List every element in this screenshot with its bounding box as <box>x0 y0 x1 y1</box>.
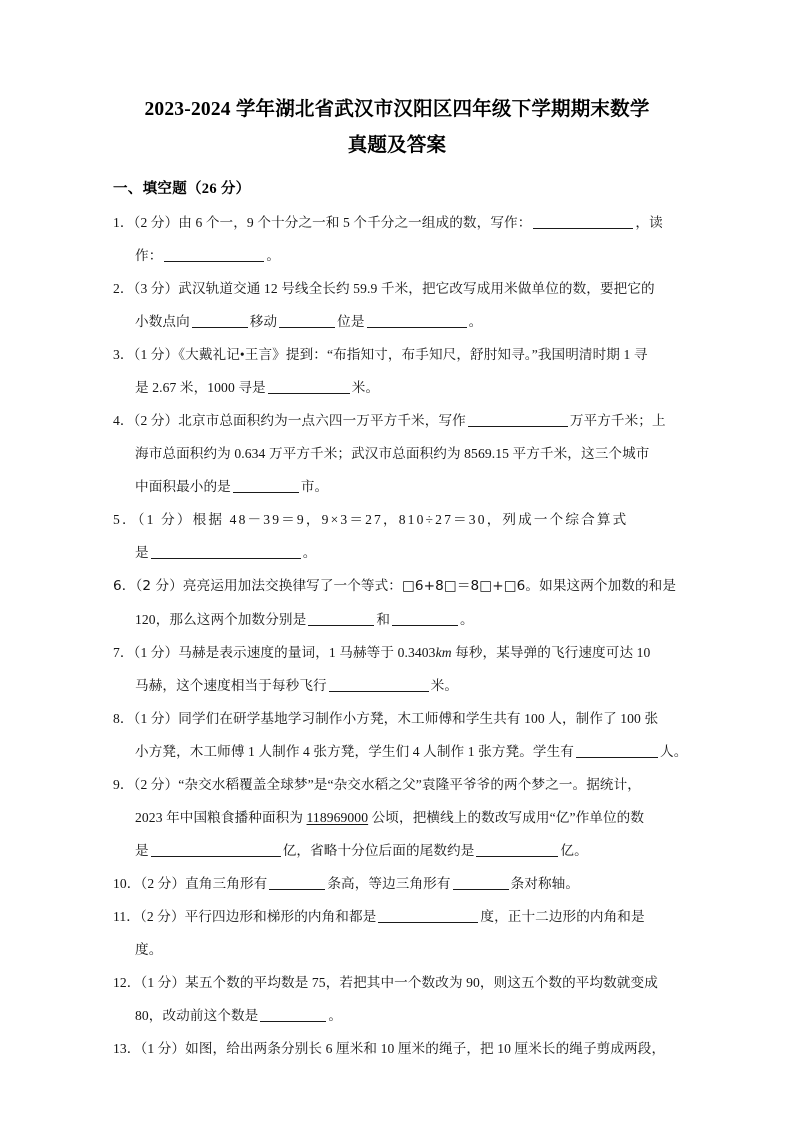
question-2-text-c: 移动 <box>249 314 278 329</box>
question-4-line-2 <box>113 437 681 470</box>
question-5-text-c: 。 <box>302 545 317 560</box>
question-9-blank-1[interactable] <box>151 844 281 857</box>
question-4-text-c: 海市总面积约为 0.634 万平方千米；武汉市总面积约为 8569.15 平方千米，这三个城市 <box>135 446 650 461</box>
question-5-line-2 <box>113 536 681 569</box>
question-7-text-a-pre: 7．（1 分）马赫是表示速度的量词，1 马赫等于 0.3403 <box>113 645 436 660</box>
question-8-text-b: 小方凳，木工师傅 1 人制作 4 张方凳，学生们 4 人制作 1 张方凳。学生有 <box>135 744 574 759</box>
question-10-line-1 <box>113 867 681 900</box>
question-12-blank-1[interactable] <box>260 1009 326 1022</box>
question-3-blank-1[interactable] <box>268 381 350 394</box>
question-11 <box>113 900 681 966</box>
question-2-text-a: 2．（3 分）武汉轨道交通 12 号线全长约 59.9 千米，把它改写成用米做单位的数，要把它的 <box>113 281 655 296</box>
question-2 <box>113 272 681 338</box>
question-6-text-b: 120，那么这两个加数分别是 <box>135 612 307 627</box>
question-9-blank-2[interactable] <box>476 844 558 857</box>
question-8-text-a: 8．（1 分）同学们在研学基地学习制作小方凳，木工师傅和学生共有 100 人，制作了 100 张 <box>113 711 659 726</box>
question-9-line-3 <box>113 834 681 867</box>
question-10-blank-1[interactable] <box>269 877 325 890</box>
question-11-text-b: 度，正十二边形的内角和是 <box>480 909 645 924</box>
question-8-blank-1[interactable] <box>576 745 658 758</box>
question-list <box>113 206 688 1065</box>
question-6-blank-2[interactable] <box>392 613 458 626</box>
question-2-line-2 <box>113 305 681 338</box>
question-6 <box>113 569 681 636</box>
question-1-text-b: ，读 <box>635 215 663 230</box>
question-4-line-1 <box>113 404 681 437</box>
question-13-line-1 <box>113 1032 681 1065</box>
page-title <box>113 92 681 164</box>
question-11-text-a: 11．（2 分）平行四边形和梯形的内角和都是 <box>113 909 377 924</box>
question-9-highlighted-number: 118969000 <box>306 810 369 825</box>
question-12 <box>113 966 681 1032</box>
question-9-text-c: 是 <box>135 843 149 858</box>
question-3 <box>113 338 681 404</box>
question-9-text-b-post: 公顷，把横线上的数改写成用“亿”作单位的数 <box>368 810 645 825</box>
question-7-line-2 <box>113 669 681 702</box>
question-12-text-c: 。 <box>328 1008 343 1023</box>
question-6-text-a: 6．（2 分）亮亮运用加法交换律写了一个等式：□6+8□＝8□+□6。如果这两个加数的和是 <box>113 578 677 594</box>
question-9-text-a: 9．（2 分）“杂交水稻覆盖全球梦”是“杂交水稻之父”袁隆平爷爷的两个梦之一。据统计， <box>113 777 641 792</box>
question-3-line-2 <box>113 371 681 404</box>
question-2-line-1 <box>113 272 681 305</box>
question-4-text-e: 市。 <box>300 479 329 494</box>
question-8-line-2 <box>113 735 688 768</box>
question-1 <box>113 206 681 272</box>
page-content <box>113 92 688 1065</box>
question-5 <box>113 503 681 569</box>
question-1-blank-2[interactable] <box>164 249 264 262</box>
question-2-blank-2[interactable] <box>279 315 335 328</box>
question-12-line-1 <box>113 966 681 999</box>
question-13 <box>113 1032 681 1065</box>
question-6-line-2 <box>113 603 681 636</box>
question-6-text-d: 。 <box>460 612 474 627</box>
question-4-line-3 <box>113 470 681 503</box>
question-2-text-b: 小数点向 <box>135 314 190 329</box>
question-7 <box>113 636 681 702</box>
question-11-text-c: 度。 <box>135 942 163 957</box>
question-1-line-1 <box>113 206 681 239</box>
question-10-text-a: 10．（2 分）直角三角形有 <box>113 876 268 891</box>
question-8-line-1 <box>113 702 681 735</box>
question-12-text-a: 12．（1 分）某五个数的平均数是 75，若把其中一个数改为 90，则这五个数的平均数就变成 <box>113 975 658 990</box>
question-1-text-c: 作： <box>135 248 163 263</box>
question-6-blank-1[interactable] <box>308 613 374 626</box>
question-4 <box>113 404 681 503</box>
question-5-text-b: 是 <box>135 545 149 560</box>
question-1-line-2 <box>113 239 681 272</box>
question-2-text-e: 。 <box>468 314 483 329</box>
question-10-text-b: 条高，等边三角形有 <box>327 876 451 891</box>
question-5-line-1 <box>113 503 681 536</box>
question-4-text-a: 4．（2 分）北京市总面积约为一点六四一万平方千米，写作 <box>113 413 466 428</box>
question-6-text-c: 和 <box>376 612 391 627</box>
question-9-text-d: 亿，省略十分位后面的尾数约是 <box>282 843 475 858</box>
question-13-text-a: 13．（1 分）如图，给出两条分别长 6 厘米和 10 厘米的绳子，把 10 厘米长的绳子剪成两段， <box>113 1041 666 1056</box>
question-11-line-1 <box>113 900 681 933</box>
question-9 <box>113 768 681 867</box>
question-2-blank-3[interactable] <box>367 315 467 328</box>
question-3-text-a: 3．（1 分）《大戴礼记•王言》提到：“布指知寸，布手知尺，舒肘知寻。”我国明清时期 1 寻 <box>113 347 648 362</box>
question-2-text-d: 位是 <box>337 314 365 329</box>
question-10-blank-2[interactable] <box>453 877 509 890</box>
question-1-text-d: 。 <box>266 248 281 263</box>
question-3-line-1 <box>113 338 681 371</box>
page-title-line-2: 真题及答案 <box>347 135 447 156</box>
question-8 <box>113 702 688 768</box>
question-10-text-c: 条对称轴。 <box>510 876 580 891</box>
question-3-text-b: 是 2.67 米，1000 寻是 <box>135 380 266 395</box>
question-1-blank-1[interactable] <box>533 216 633 229</box>
question-4-blank-2[interactable] <box>233 480 299 493</box>
question-5-blank-1[interactable] <box>151 546 301 559</box>
question-10 <box>113 867 681 900</box>
question-3-text-c: 米。 <box>351 380 380 395</box>
question-1-text-a: 1．（2 分）由 6 个一，9 个十分之一和 5 个千分之一组成的数，写作： <box>113 215 532 230</box>
page-title-line-1: 2023-2024 学年湖北省武汉市汉阳区四年级下学期期末数学 <box>144 99 650 120</box>
section-heading-fill-in-blanks: 一、填空题（26 分） <box>113 181 251 197</box>
question-4-text-b: 万平方千米；上 <box>569 413 666 428</box>
question-11-blank-1[interactable] <box>378 910 478 923</box>
question-12-text-b: 80，改动前这个数是 <box>135 1008 259 1023</box>
question-4-text-d: 中面积最小的是 <box>135 479 231 494</box>
question-4-blank-1[interactable] <box>468 414 568 427</box>
question-2-blank-1[interactable] <box>192 315 248 328</box>
question-8-text-c: 人。 <box>660 744 688 759</box>
question-7-text-b: 马赫，这个速度相当于每秒飞行 <box>135 678 327 693</box>
question-9-line-1 <box>113 768 681 801</box>
question-7-line-1 <box>113 636 681 669</box>
question-7-blank-1[interactable] <box>329 679 429 692</box>
question-7-text-c: 米。 <box>430 678 459 693</box>
question-7-unit-km: km <box>435 645 452 660</box>
question-5-text-a: 5．（1 分）根据 48－39＝9，9×3＝27，810÷27＝30，列成一个综合算式 <box>113 512 629 527</box>
question-9-line-2 <box>113 801 681 834</box>
question-6-line-1 <box>113 569 681 603</box>
question-7-text-a-post: 每秒，某导弹的飞行速度可达 10 <box>451 645 651 660</box>
question-12-line-2 <box>113 999 681 1032</box>
question-9-text-e: 亿。 <box>560 843 588 858</box>
question-9-text-b-pre: 2023 年中国粮食播种面积为 <box>135 810 307 825</box>
question-11-line-2 <box>113 933 681 966</box>
